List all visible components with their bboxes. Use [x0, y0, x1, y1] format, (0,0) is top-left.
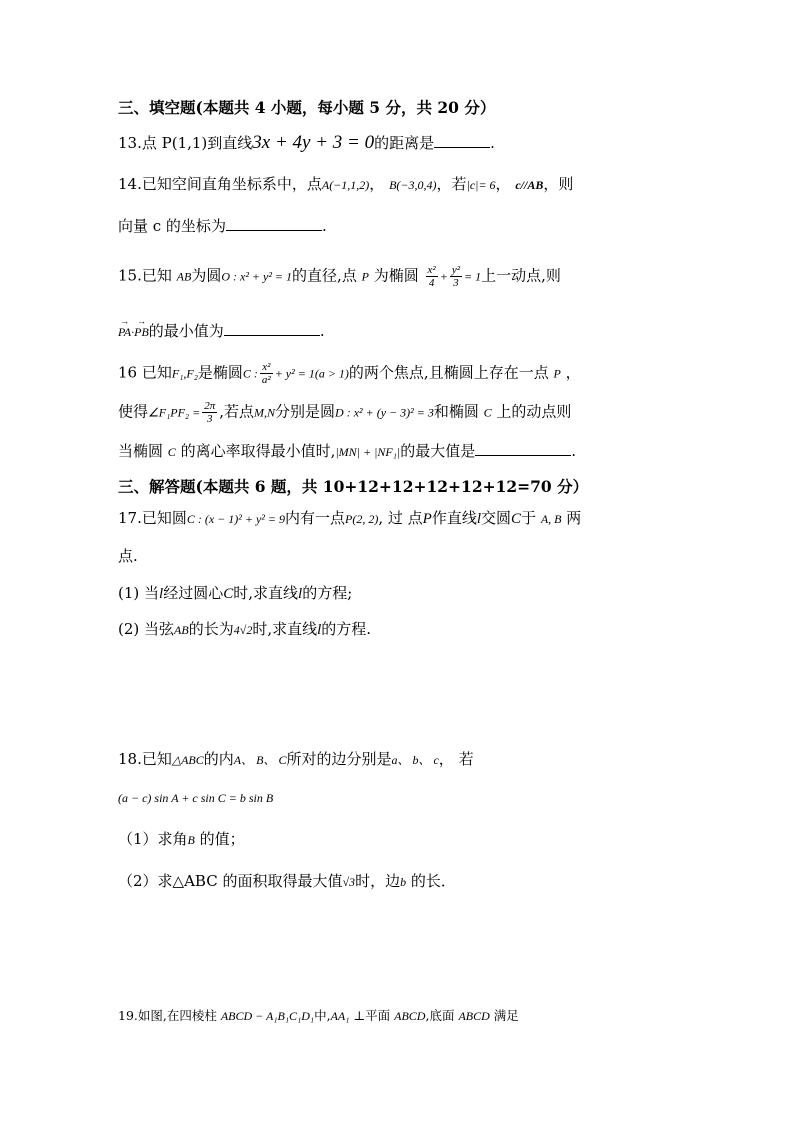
- q18-sides: a、 b、 c: [391, 753, 439, 767]
- q17-part1-l2: l: [298, 586, 303, 602]
- q17-part2-b: 的长为: [188, 620, 234, 638]
- q18-part1: （1）求角: [118, 830, 188, 848]
- q15-eq: = 1: [464, 269, 482, 284]
- q14-parallel: c//AB: [515, 178, 544, 192]
- q19-aa1: AA₁: [330, 1009, 350, 1023]
- q16-c: C: [483, 405, 492, 420]
- q16-l2-prefix: 使得: [118, 402, 149, 421]
- q17-part2-c: 时,求直线: [252, 620, 318, 638]
- q18-prefix: 18.已知: [118, 750, 172, 768]
- q17-c: C: [511, 511, 522, 527]
- q16-l2-mid: ,若点: [219, 402, 255, 421]
- q15-ab: AB: [176, 269, 192, 284]
- q17-mid4: 交圆: [481, 509, 512, 527]
- question-18-equation: [118, 787, 273, 808]
- q16-l2-mid2: 分别是圆: [275, 402, 336, 421]
- q14-point-a: A(−1,1,2): [321, 178, 370, 192]
- q17-end1: 两: [566, 509, 582, 527]
- q17-part2-d: 的方程.: [321, 620, 372, 638]
- q15-answer-blank: [224, 321, 320, 336]
- q15-mid3: 为椭圆: [373, 266, 419, 285]
- q16-foci: F₁,F₂: [171, 366, 198, 381]
- q18-part2-val: √3: [342, 875, 356, 889]
- q17-ab: A, B: [540, 512, 562, 526]
- q13-end: .: [490, 134, 495, 152]
- q14-end2: .: [321, 217, 327, 235]
- q16-c-label: C :: [242, 366, 258, 381]
- q18-part2-end: 的长．: [410, 872, 456, 890]
- q15-mid2: 的直径,点: [292, 266, 357, 285]
- q15-end2: .: [319, 322, 325, 340]
- q16-p: P: [553, 366, 561, 381]
- q18-part2-b: b: [400, 875, 407, 889]
- q17-part1-b: 经过圆心: [163, 584, 224, 602]
- question-16-line2: [118, 400, 571, 425]
- q16-mid1: 是椭圆: [197, 363, 243, 382]
- q16-mn: M,N: [254, 405, 276, 420]
- q15-end1: 上一动点,则: [481, 266, 561, 285]
- question-17-line2: 点.: [118, 547, 138, 565]
- question-13: [118, 133, 495, 153]
- q17-part1-label: (1): [118, 584, 140, 602]
- q15-dot: ·: [131, 325, 135, 339]
- q13-prefix: 13.点 P(1,1)到直线: [118, 134, 253, 152]
- q14-mod-c: |c|= 6: [466, 178, 496, 192]
- q19-mid2: ⊥平面: [353, 1008, 391, 1023]
- q17-part2-label: (2): [118, 620, 140, 638]
- q16-prefix: 16 已知: [118, 363, 172, 382]
- q17-mid5: 于: [521, 509, 537, 527]
- q18-part1-b: B: [187, 833, 195, 847]
- q16-l2-mid3: 和椭圆: [433, 402, 479, 421]
- q18-angles: A、 B、 C: [233, 753, 287, 767]
- q17-part2-ab: AB: [174, 623, 189, 637]
- q16-l3-prefix: 当椭圆: [118, 442, 164, 460]
- question-15: [118, 264, 561, 289]
- q14-sep: ，: [369, 175, 385, 193]
- q15-plus: +: [439, 269, 448, 284]
- question-17: [118, 508, 581, 529]
- q19-abcd: ABCD: [394, 1009, 426, 1023]
- q14-answer-blank: [226, 216, 322, 231]
- q17-prefix: 17.已知圆: [118, 509, 187, 527]
- q16-expr: |MN| + |NF₁|: [335, 445, 401, 459]
- q16-answer-blank: [475, 441, 571, 456]
- q15-prefix: 15.已知: [118, 266, 172, 285]
- question-16: [118, 361, 581, 386]
- q17-l: l: [476, 511, 482, 527]
- q13-equation: 3x + 4y + 3 = 0: [252, 132, 375, 153]
- q16-l3-mid: 的离心率取得最小值时,: [180, 442, 336, 460]
- q14-end1: ，则: [543, 175, 574, 193]
- q13-answer-blank: [434, 133, 490, 148]
- q15-mid1: 为圆: [191, 266, 222, 285]
- q16-comma: ，: [565, 363, 581, 382]
- q16-circle-d: D : x² + (y − 3)² = 3: [335, 405, 434, 420]
- question-18-part2: [118, 871, 456, 892]
- q18-triangle: △ABC: [171, 753, 204, 767]
- q16-end1: 的两个焦点,且椭圆上存在一点: [348, 363, 549, 382]
- q16-l3-end: 的最大值是: [400, 442, 476, 460]
- q19-prefix: 19.如图,在四棱柱: [118, 1008, 217, 1023]
- q16-frac: $\frac{\text{x²}}{\text{a²}}$: [261, 361, 271, 386]
- q16-angle-frac: $\frac{2\pi}{3}$: [204, 400, 216, 425]
- q17-part1-c: C: [223, 586, 234, 602]
- q15-line2: 的最小值为: [148, 322, 224, 340]
- question-16-line3: [118, 441, 576, 462]
- section-header-solutions: 三、解答题(本题共 6 题，共 10+12+12+12+12+12=70 分）: [118, 477, 589, 496]
- q19-mid1: 中,: [314, 1008, 331, 1023]
- q17-part1-a: 当: [144, 584, 160, 602]
- q15-vector-pa: → PA: [118, 322, 131, 342]
- q14-mid: ，若: [436, 175, 467, 193]
- q15-p: P: [361, 269, 369, 284]
- question-18: [118, 749, 474, 770]
- q18-equation: (a − c) sin A + c sin C = b sin B: [118, 791, 274, 805]
- q14-prefix: 14.已知空间直角坐标系中，点: [118, 175, 322, 193]
- q17-p: P: [422, 511, 432, 527]
- q16-c2: C: [167, 445, 176, 459]
- question-17-part1: [118, 583, 352, 604]
- q16-angle: ∠F₁PF₂ =: [148, 405, 201, 420]
- q17-mid3: 作直线: [431, 509, 477, 527]
- q14-line2: 向量 c 的坐标为: [118, 217, 226, 235]
- q19-abcd2: ABCD: [458, 1009, 490, 1023]
- question-14: [118, 174, 573, 195]
- q14-point-b: B(−3,0,4): [389, 178, 437, 192]
- q16-ellipse-rest: + y² = 1(a > 1): [274, 366, 349, 381]
- q17-mid2: , 过 点: [378, 509, 423, 527]
- question-19: [118, 1006, 519, 1026]
- q15-frac-y: $\frac{\text{y²}}{3}$: [451, 264, 461, 289]
- q17-mid1: 内有一点: [285, 509, 346, 527]
- q19-mid3: ,底面: [425, 1008, 455, 1023]
- q15-frac-x: $\frac{\text{x²}}{4}$: [427, 264, 436, 289]
- q18-part1-end: 的值；: [199, 830, 245, 848]
- q17-point: P(2, 2): [345, 512, 379, 526]
- q17-circle: C : (x − 1)² + y² = 9: [186, 512, 285, 526]
- q17-part2-len: 4√2: [233, 623, 253, 637]
- q17-part1-l: l: [159, 586, 164, 602]
- section-header-fill-in: 三、填空题(本题共 4 小题，每小题 5 分，共 20 分）: [118, 98, 496, 117]
- q15-circle: O : x² + y² = 1: [221, 269, 293, 284]
- q19-prism: ABCD − A₁B₁C₁D₁: [220, 1009, 315, 1023]
- q17-part1-d: 时,求直线: [233, 584, 299, 602]
- question-15-line2: [118, 321, 325, 342]
- q19-end: 满足: [493, 1008, 519, 1023]
- q16-l2-end: 上的动点则: [496, 402, 572, 421]
- q17-part2-l: l: [317, 622, 322, 638]
- q18-mid2: 所对的边分别是: [286, 750, 392, 768]
- q14-sep2: ，: [495, 175, 511, 193]
- q15-vector-pb: → PB: [134, 322, 149, 342]
- q18-part2-mid: 时，边: [355, 872, 401, 890]
- q18-mid1: 的内: [203, 750, 234, 768]
- question-17-part2: [118, 619, 371, 640]
- question-14-line2: [118, 216, 327, 236]
- q16-end: .: [571, 442, 576, 460]
- q18-part2: （2）求△ABC 的面积取得最大值: [118, 872, 343, 890]
- question-18-part1: [118, 829, 245, 850]
- q13-suffix: 的距离是: [374, 134, 435, 152]
- q18-end1: ， 若: [438, 750, 474, 768]
- q17-part1-e: 的方程;: [302, 584, 353, 602]
- q17-part2-a: 当弦: [144, 620, 175, 638]
